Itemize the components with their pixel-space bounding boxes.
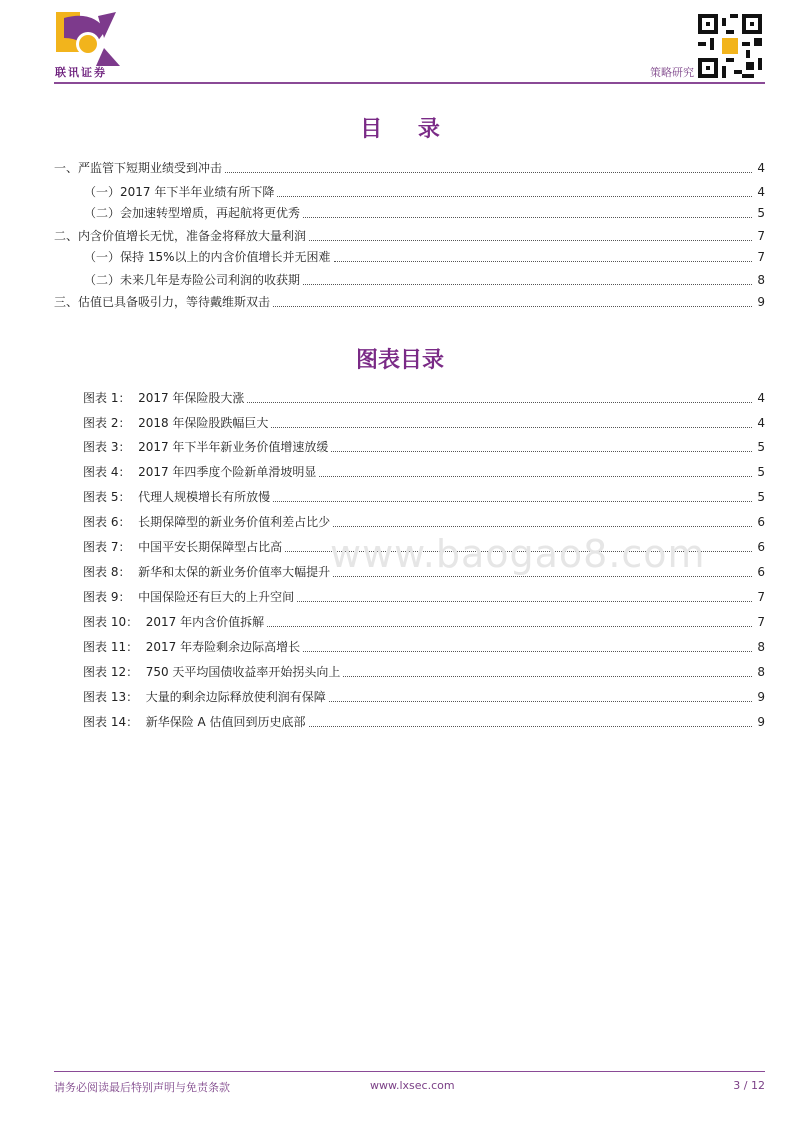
toc-entry-4[interactable] (54, 228, 765, 244)
figure-entry-page: 4 (757, 416, 765, 430)
figure-entry-11[interactable] (83, 639, 765, 655)
toc-entry-page: 5 (757, 206, 765, 220)
toc-entry-3[interactable] (84, 205, 765, 221)
figure-entry-label: 图表 4： 2017 年四季度个险新单滑坡明显 (83, 465, 317, 479)
figure-entry-14[interactable] (83, 714, 765, 730)
toc-entry-page: 4 (757, 161, 765, 175)
toc-entry-page: 9 (757, 295, 765, 309)
figure-entry-page: 8 (757, 665, 765, 679)
figure-entry-label: 图表 5： 代理人规模增长有所放慢 (83, 490, 271, 504)
figure-entry-label: 图表 9： 中国保险还有巨大的上升空间 (83, 590, 295, 604)
footer-page-number: 3 / 12 (733, 1079, 765, 1092)
figure-entry-label: 图表 12： 750 天平均国债收益率开始拐头向上 (83, 665, 341, 679)
toc-entry-page: 8 (757, 273, 765, 287)
figure-entry-label: 图表 10： 2017 年内含价值拆解 (83, 615, 265, 629)
toc-entry-label: 一、严监管下短期业绩受到冲击 (54, 161, 223, 175)
figure-entry-12[interactable] (83, 664, 765, 680)
figure-entry-page: 9 (757, 715, 765, 729)
logo-text: 联讯证券 (55, 66, 107, 79)
report-category: 策略研究 (650, 66, 694, 79)
figure-entry-label: 图表 11： 2017 年寿险剩余边际高增长 (83, 640, 301, 654)
figure-entry-label: 图表 13： 大量的剩余边际释放使利润有保障 (83, 690, 326, 704)
toc-entry-label: （一）2017 年下半年业绩有所下降 (84, 185, 275, 199)
figure-entry-page: 4 (757, 391, 765, 405)
figure-entry-page: 6 (757, 540, 765, 554)
figure-entry-page: 9 (757, 690, 765, 704)
figure-entry-page: 7 (757, 590, 765, 604)
figure-entry-page: 5 (757, 440, 765, 454)
page-header (0, 0, 800, 90)
toc-entry-6[interactable] (84, 272, 765, 288)
toc-entry-page: 4 (757, 185, 765, 199)
figure-entry-label: 图表 1： 2017 年保险股大涨 (83, 391, 245, 405)
toc-entry-label: 三、估值已具备吸引力，等待戴维斯双击 (54, 295, 271, 309)
footer-website-link[interactable]: www.lxsec.com (370, 1079, 455, 1092)
footer-disclaimer: 请务必阅读最后特别声明与免责条款 (54, 1081, 230, 1094)
toc-entry-5[interactable] (84, 249, 765, 265)
figure-entry-5[interactable] (83, 489, 765, 505)
figure-entry-page: 5 (757, 490, 765, 504)
figure-entry-13[interactable] (83, 689, 765, 705)
figure-entry-page: 7 (757, 615, 765, 629)
figure-entry-6[interactable] (83, 514, 765, 530)
figure-entry-page: 8 (757, 640, 765, 654)
toc-title: 目 录 (360, 116, 454, 142)
toc-entry-label: （二）会加速转型增质，再起航将更优秀 (84, 206, 301, 220)
watermark-text: www.baogao8.com (330, 532, 706, 576)
figure-entry-2[interactable] (83, 415, 765, 431)
figure-entry-4[interactable] (83, 464, 765, 480)
figures-title: 图表目录 (355, 347, 444, 373)
figure-entry-10[interactable] (83, 614, 765, 630)
figure-entry-page: 6 (757, 565, 765, 579)
figure-entry-page: 6 (757, 515, 765, 529)
toc-entry-page: 7 (757, 250, 765, 264)
footer-divider (54, 1071, 765, 1072)
toc-entry-label: （二）未来几年是寿险公司利润的收获期 (84, 273, 301, 287)
toc-entry-2[interactable] (84, 184, 765, 200)
toc-entry-1[interactable] (54, 160, 765, 176)
header-divider (54, 82, 765, 84)
figure-entry-1[interactable] (83, 390, 765, 406)
figure-entry-label: 图表 6： 长期保障型的新业务价值利差占比少 (83, 515, 331, 529)
toc-entry-label: 二、内含价值增长无忧，准备金将释放大量利润 (54, 229, 307, 243)
figure-entry-label: 图表 14： 新华保险 A 估值回到历史底部 (83, 715, 306, 729)
figure-entry-label: 图表 2： 2018 年保险股跌幅巨大 (83, 416, 269, 430)
figure-entry-9[interactable] (83, 589, 765, 605)
figure-entry-label: 图表 8： 新华和太保的新业务价值率大幅提升 (83, 565, 331, 579)
figure-entry-3[interactable] (83, 439, 765, 455)
figure-entry-label: 图表 3： 2017 年下半年新业务价值增速放缓 (83, 440, 329, 454)
toc-entry-page: 7 (757, 229, 765, 243)
figure-entry-page: 5 (757, 465, 765, 479)
toc-entry-7[interactable] (54, 294, 765, 310)
toc-entry-label: （一）保持 15%以上的内含价值增长并无困难 (84, 250, 331, 264)
figure-entry-label: 图表 7： 中国平安长期保障型占比高 (83, 540, 283, 554)
qr-code-icon (698, 14, 762, 78)
